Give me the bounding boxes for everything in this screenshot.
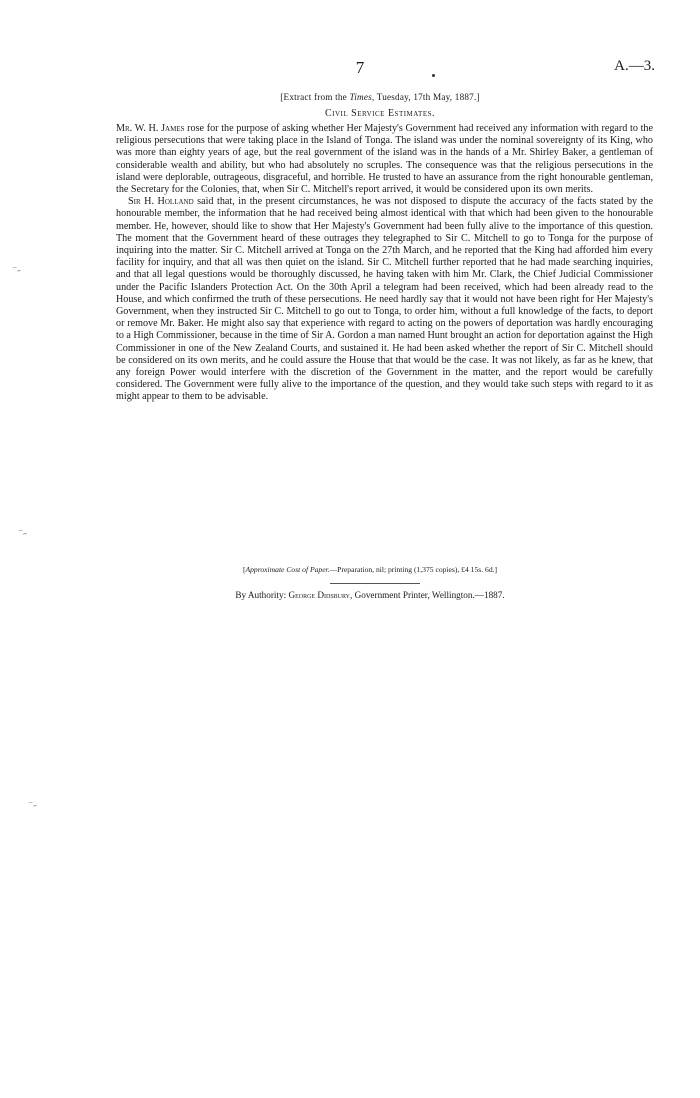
printer-prefix: By Authority: [235, 590, 289, 600]
page-number: 7 [355, 58, 365, 77]
cost-label: Approximate Cost of Paper. [245, 565, 330, 574]
margin-mark-1: ⁻˶ [12, 265, 21, 276]
margin-mark-3: ⁻˶ [28, 800, 37, 811]
document-code: A.—3. [614, 58, 655, 74]
paragraph-text: said that, in the present circumstances, he was not disposed to dispute the accuracy of the facts stated by the honourable member, the information that he had received being almost identical with that which had been given to the honourable member. He, however, should like to show that Her Majesty's Government had been fully alive to the importance of this question. The moment that the Government heard of these outrages they telegraphed to Sir C. Mitchell to go to Tonga for the purpose of inquiring into the matter. Sir C. Mitchell arrived at Tonga on the 27th March, and he reported that the King had afforded him every facility for inquiry, and that all was then quiet on the island. Sir C. Mitchell further reported that he had made searching inquiries, and that all legal questions would be thoroughly discussed, he having taken with him Mr. Clark, the Chief Judicial Commissioner under the Pacific Islanders Protection Act. On the 30th April a telegram had been received, which had been already read to the House, and which confirmed the truth of these persecutions. He need hardly say that it would not have been right for Her Majesty's Government, when they instructed Sir C. Mitchell to go out to Tonga, to order him, without a full knowledge of the facts, to deport or remove Mr. Baker. He might also say that experience with regard to acting on the powers of deportation was hardly encouraging to a High Commissioner, because in the time of Sir A. Gordon a man named Hunt brought an action for deportation against the High Commissioner in one of the New Zealand Courts, and sustained it. He had been asked whether the report of Sir C. Mitchell should be considered on its own merits, and he could assure the House that that would be the case. It was not likely, as far as he knew, that any foreign Power would interfere with the discretion of the Government in the matter, and the report would be carefully considered. The Government were fully alive to the importance of the question, and they would take such steps with regard to it as might appear to them to be advisable. [116, 196, 653, 403]
section-heading: Civil Service Estimates. [325, 108, 435, 119]
cost-open: [ [242, 565, 246, 574]
extract-citation [110, 92, 650, 102]
paragraph-text: rose for the purpose of asking whether Her Majesty's Government had received any information with regard to the religious persecutions that were taking place in the Island of Tonga. The island was under the nominal sovereignty of its King, who was more than eighty years of age, but the real government of the island was in the hands of a Mr. Shirley Baker, a gentleman of considerable wealth and ability, but who had absolutely no scruples. The consequence was that the religious persecutions in the island were deplorable, outrageous, disgraceful, and horrible. He trusted to have an assurance from the right honourable gentleman, the Secretary for the Colonies, that, when Sir C. Mitchell's report arrived, it would be considered upon its own merits. [116, 123, 653, 196]
dot-mark [432, 74, 435, 77]
extract-prefix: [Extract from the [280, 92, 350, 102]
paragraph-holland [116, 196, 653, 403]
printer-name: George Didsbury [288, 590, 351, 600]
margin-mark-2: ⁻˶ [18, 528, 27, 539]
body-text [116, 123, 653, 404]
divider-rule [330, 583, 420, 584]
extract-source: Times, [349, 92, 375, 102]
paragraph-james [116, 123, 653, 196]
speaker-name: Mr. W. H. James [116, 123, 185, 134]
cost-of-paper [150, 565, 590, 574]
speaker-name: Sir H. Holland [128, 196, 194, 208]
extract-suffix: Tuesday, 17th May, 1887.] [374, 92, 480, 102]
cost-details: —Preparation, nil; printing (1,375 copies), £4 15s. 6d.] [329, 565, 498, 574]
printer-suffix: , Government Printer, Wellington.—1887. [350, 590, 505, 600]
printer-line [130, 590, 610, 600]
